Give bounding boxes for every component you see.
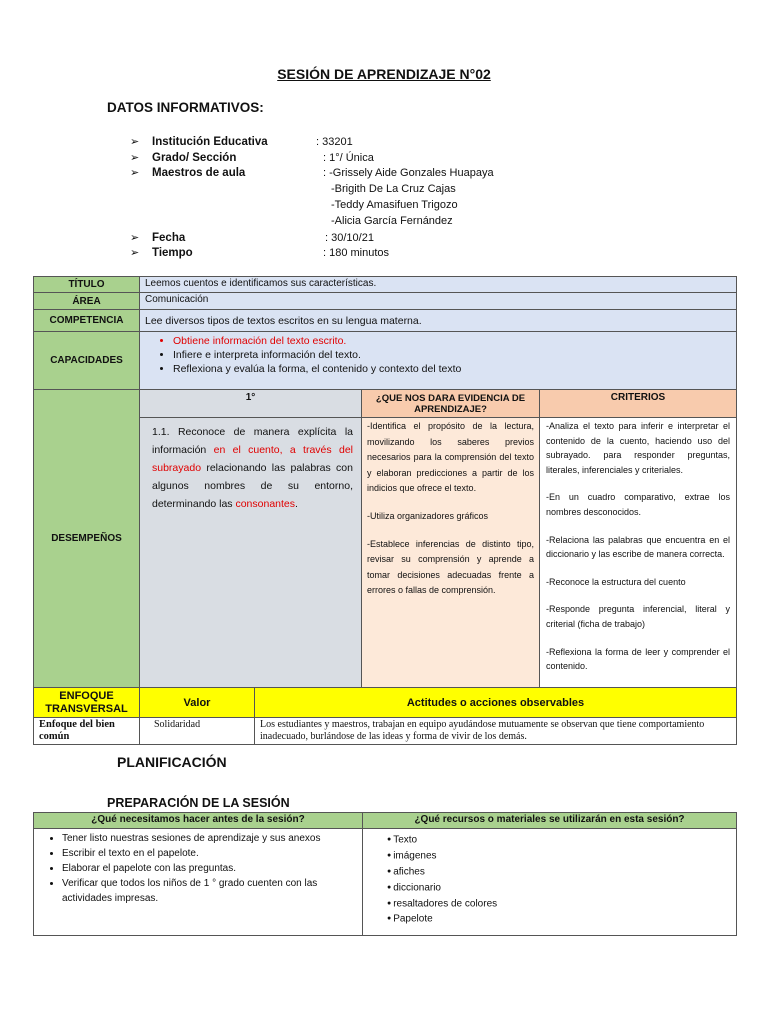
desempeno-highlight: en el cuento, a través del subrayado (152, 444, 353, 474)
capacidades-list (145, 334, 731, 376)
competencia-value: Lee diversos tipos de textos escritos en su lengua materna. (140, 310, 737, 332)
page-title: SESIÓN DE APRENDIZAJE N°02 (277, 66, 491, 82)
valor-value: Solidaridad (140, 718, 255, 745)
actitudes-value: Los estudiantes y maestros, trabajan en equipo ayudándose mutuamente se observan que tiene comportamiento inadecuado, burlándose de las ideas y forma de vivir de los demás. (255, 718, 737, 745)
recurso-item: ● diccionario (387, 880, 732, 896)
capacidades-label: CAPACIDADES (34, 332, 140, 390)
desempeno-highlight: consonantes (235, 498, 296, 510)
enfoque-label: ENFOQUE TRANSVERSAL (34, 688, 140, 718)
fecha-label: Fecha (152, 232, 186, 244)
desempeno-part: relacionando las palabras con algunos nombres de su entorno, determinando las (152, 462, 353, 510)
competencia-label: COMPETENCIA (34, 310, 140, 332)
arrow-icon: ➢ (130, 247, 140, 259)
criterio-item: -Reflexiona la forma de leer y comprender el contenido. (546, 646, 731, 672)
evidencias-cell (362, 418, 540, 688)
evidencia-item: -Utiliza organizadores gráficos (367, 510, 489, 521)
institucion-label: Institución Educativa (152, 136, 268, 148)
evidencia-item: -Identifica el propósito de la lectura, movilizando los saberes previos necesarios para la comprensión del texto y elaboran predicciones a partir de los indicios que ofrece el texto. (367, 421, 534, 494)
criterio-item: -En un cuadro comparativo, extrae los nombres desconocidos. (546, 492, 731, 517)
arrow-icon: ➢ (130, 167, 140, 179)
desempeno-part: . (295, 498, 298, 510)
session-table (33, 276, 737, 745)
criterio-item: -Responde pregunta inferencial, literal y criterial (ficha de trabajo) (546, 604, 731, 629)
recurso-item: ● resaltadores de colores (387, 896, 732, 912)
recurso-item: ● imágenes (387, 848, 732, 864)
arrow-icon: ➢ (130, 152, 140, 164)
prep-col1-header: ¿Qué necesitamos hacer antes de la sesión? (34, 813, 363, 829)
maestro-2: -Brigith De La Cruz Cajas (331, 183, 456, 195)
info-tiempo (130, 246, 193, 261)
info-grado (130, 151, 236, 166)
tiempo-value: : 180 minutos (323, 247, 390, 259)
desempenos-label: DESEMPEÑOS (34, 390, 140, 688)
datos-heading: DATOS INFORMATIVOS: (107, 100, 264, 115)
tarea-item: • Tener listo nuestras sesiones de aprendizaje y sus anexos (62, 831, 358, 846)
recurso-item: ● Papelote (387, 911, 732, 927)
tareas-cell (34, 829, 363, 936)
preparacion-heading: PREPARACIÓN DE LA SESIÓN (107, 796, 290, 810)
area-value: Comunicación (140, 293, 737, 310)
capacidad-item: • Reflexiona y evalúa la forma, el contenido y contexto del texto (173, 362, 731, 376)
arrow-icon: ➢ (130, 136, 140, 148)
area-label: ÁREA (34, 293, 140, 310)
evidencia-header: ¿QUE NOS DARA EVIDENCIA DE APRENDIZAJE? (362, 390, 540, 418)
info-fecha (130, 231, 185, 246)
institucion-value: : 33201 (316, 136, 353, 148)
maestro-1: : -Grissely Aide Gonzales Huapaya (323, 167, 494, 179)
recursos-list (367, 832, 732, 927)
tarea-item: • Elaborar el papelote con las preguntas. (62, 861, 358, 876)
prep-col2-header: ¿Qué recursos o materiales se utilizarán en esta sesión? (363, 813, 737, 829)
criterio-item: -Analiza el texto para inferir e interpretar el contenido de la cuento, haciendo uso del subrayado. para responder preguntas, literales, inferenciales y criteriales. (546, 421, 731, 475)
tarea-item: • Escribir el texto en el papelote. (62, 846, 358, 861)
grado-value: : 1°/ Única (323, 152, 374, 164)
info-maestros (130, 166, 245, 181)
recurso-item: ● Texto (387, 832, 732, 848)
criterio-item: -Reconoce la estructura del cuento (546, 576, 686, 587)
criterios-cell (540, 418, 737, 688)
maestros-label: Maestros de aula (152, 167, 246, 179)
enfoque-value: Enfoque del bien común (34, 718, 140, 745)
grado-label: Grado/ Sección (152, 152, 237, 164)
planificacion-heading: PLANIFICACIÓN (117, 754, 227, 770)
desempeno-part: 1.1. Reconoce de manera explícita la información (152, 426, 353, 456)
evidencia-item: -Establece inferencias de distinto tipo, revisar su comprensión y aprende a tomar decisiones adecuadas frente a errores o fallas de comprensión. (367, 538, 534, 596)
fecha-value: : 30/10/21 (325, 232, 374, 244)
preparacion-table (33, 812, 737, 936)
titulo-value: Leemos cuentos e identificamos sus características. (140, 277, 737, 293)
tiempo-label: Tiempo (152, 247, 193, 259)
maestro-4: -Alicia García Fernández (331, 215, 453, 227)
capacidad-item: • Infiere e interpreta información del texto. (173, 348, 731, 362)
maestro-3: -Teddy Amasifuen Trigozo (331, 199, 458, 211)
tarea-item: • Verificar que todos los niños de 1 ° grado cuenten con las actividades impresas. (62, 876, 358, 906)
tareas-list (38, 831, 358, 906)
criterio-item: -Relaciona las palabras que encuentra en el diccionario y las escribe de manera correcta. (546, 534, 731, 560)
valor-label: Valor (140, 688, 255, 718)
recurso-item: ● afiches (387, 864, 732, 880)
criterios-header: CRITERIOS (540, 390, 737, 418)
desempeno-text (140, 418, 362, 688)
arrow-icon: ➢ (130, 232, 140, 244)
recursos-cell (363, 829, 737, 936)
capacidades-cell (140, 332, 737, 390)
actitudes-label: Actitudes o acciones observables (255, 688, 737, 718)
info-institucion (130, 135, 268, 150)
titulo-label: TÍTULO (34, 277, 140, 293)
grade-header: 1° (140, 390, 362, 418)
capacidad-item: • Obtiene información del texto escrito. (173, 334, 731, 348)
